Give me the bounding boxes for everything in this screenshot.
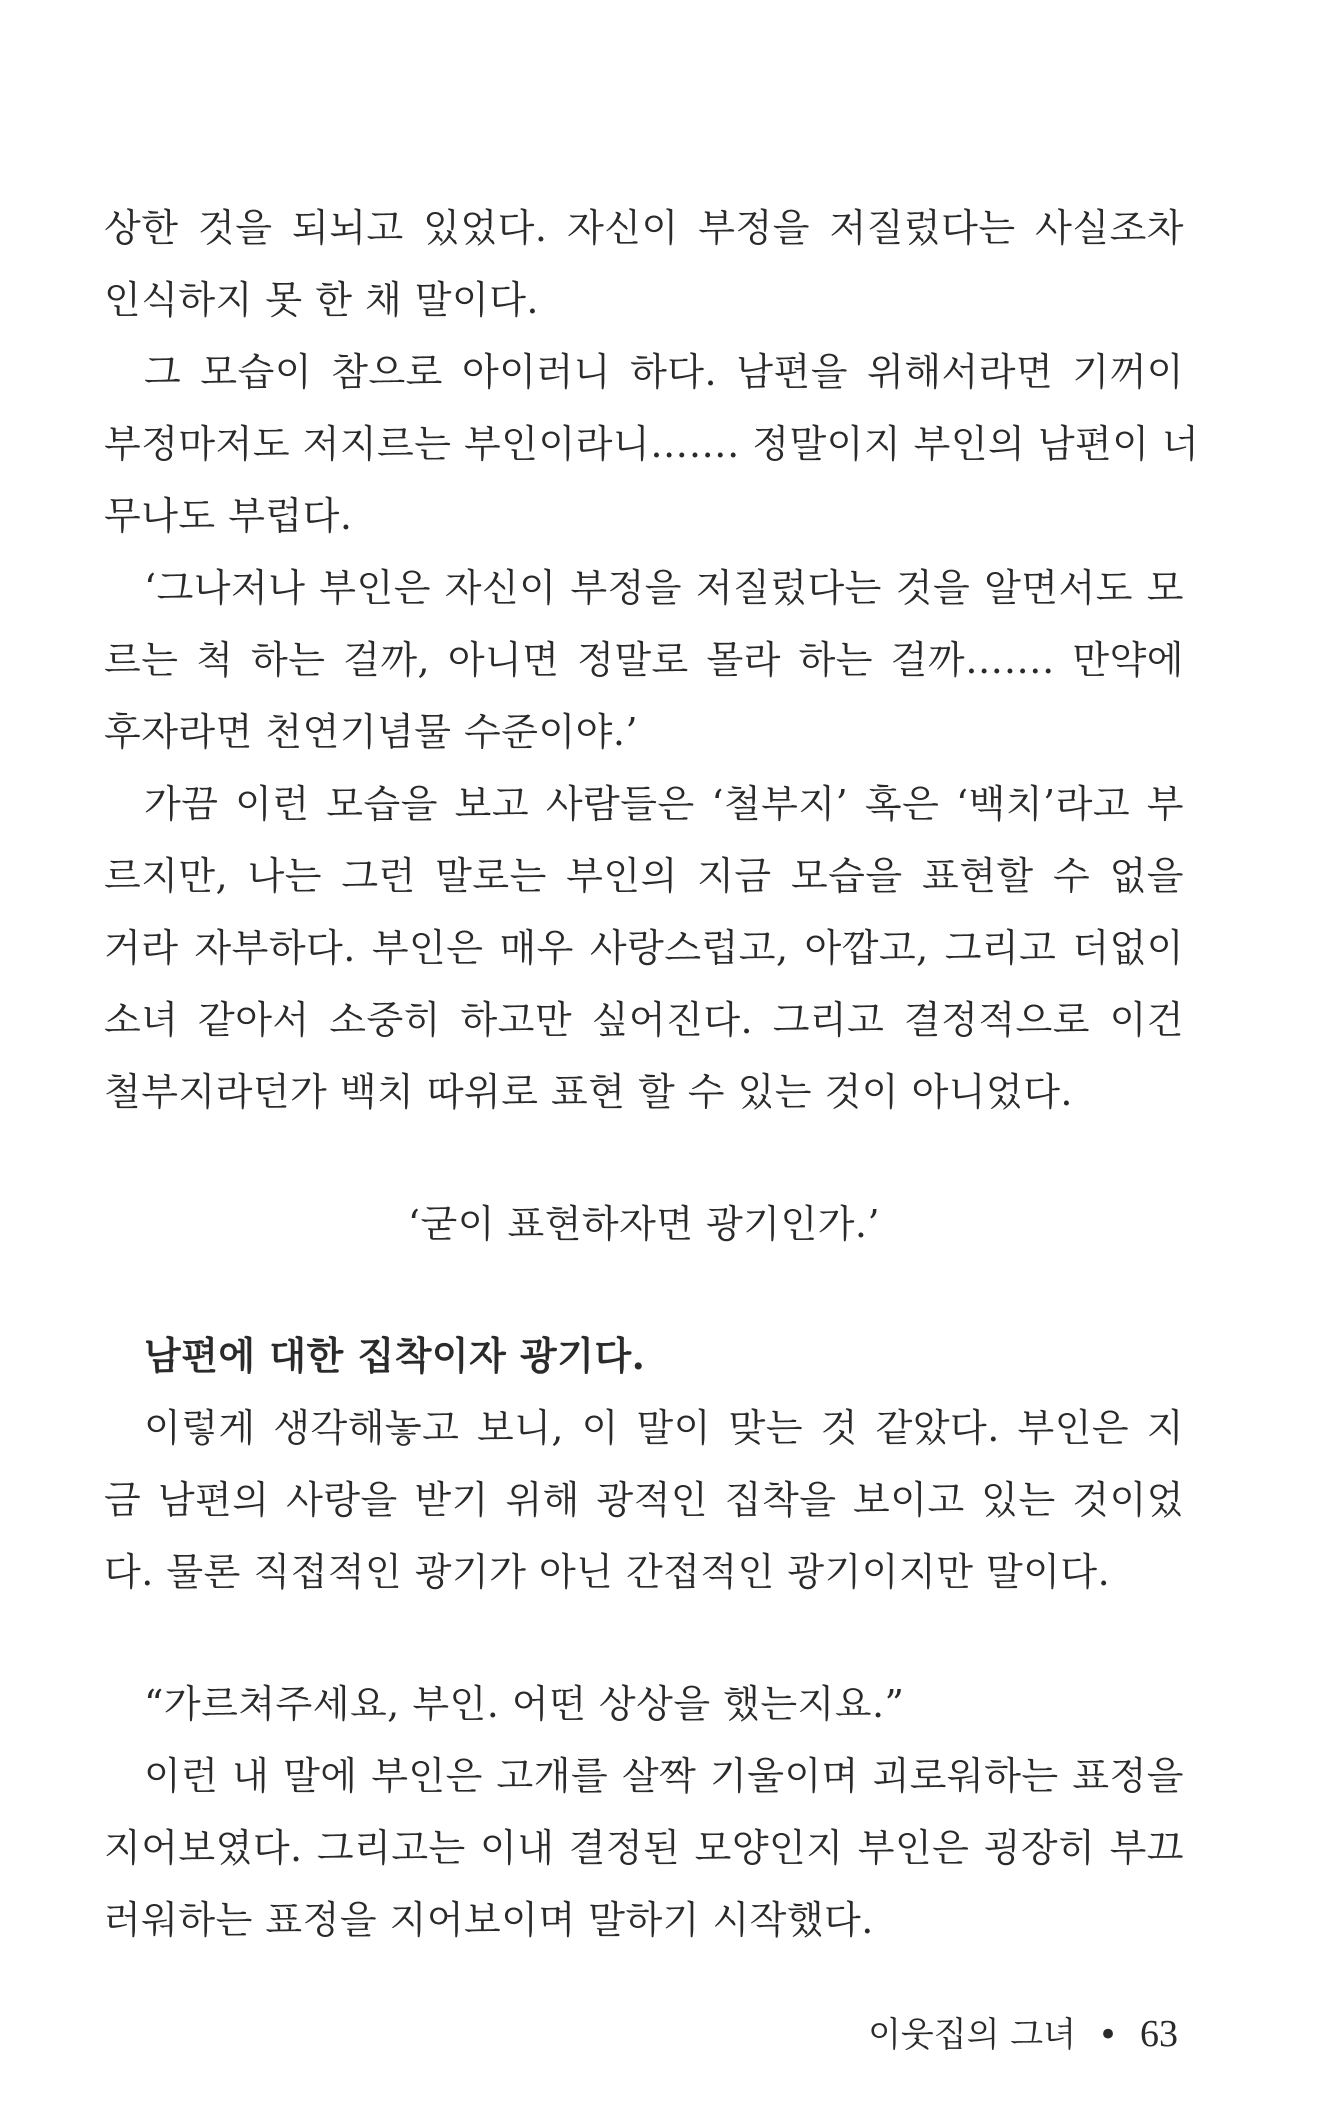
page-number: 63	[1140, 2013, 1178, 2055]
text-line: ‘그나저나 부인은 자신이 부정을 저질렀다는 것을 알면서도 모	[144, 566, 1184, 610]
text-line: 무나도 부럽다.	[104, 494, 353, 538]
text-line: 다. 물론 직접적인 광기가 아닌 간접적인 광기이지만 말이다.	[104, 1550, 1111, 1594]
blank-line	[104, 1608, 1184, 1668]
centered-thought: ‘굳이 표현하자면 광기인가.’	[407, 1202, 881, 1246]
blank-line	[104, 1128, 1184, 1188]
text-line: 인식하지 못 한 채 말이다.	[104, 278, 539, 322]
bullet-separator: •	[1097, 2015, 1118, 2055]
page-footer	[868, 2010, 1178, 2059]
text-line: 르는 척 하는 걸까, 아니면 정말로 몰라 하는 걸까……. 만약에	[104, 638, 1184, 682]
text-line: 이렇게 생각해놓고 보니, 이 말이 맞는 것 같았다. 부인은 지	[144, 1406, 1184, 1450]
text-line: 철부지라던가 백치 따위로 표현 할 수 있는 것이 아니었다.	[104, 1070, 1073, 1114]
running-title: 이웃집의 그녀	[868, 2015, 1076, 2055]
text-line: 부정마저도 저지르는 부인이라니……. 정말이지 부인의 남편이 너	[104, 422, 1200, 466]
text-line: 르지만, 나는 그런 말로는 부인의 지금 모습을 표현할 수 없을	[104, 854, 1184, 898]
text-line: 가끔 이런 모습을 보고 사람들은 ‘철부지’ 혹은 ‘백치’라고 부	[144, 782, 1184, 826]
dialogue-line: “가르쳐주세요, 부인. 어떤 상상을 했는지요.”	[144, 1682, 905, 1726]
text-line: 후자라면 천연기념물 수준이야.’	[104, 710, 639, 754]
text-line: 그 모습이 참으로 아이러니 하다. 남편을 위해서라면 기꺼이	[144, 350, 1184, 394]
text-line: 이런 내 말에 부인은 고개를 살짝 기울이며 괴로워하는 표정을	[144, 1754, 1184, 1798]
text-line: 거라 자부하다. 부인은 매우 사랑스럽고, 아깝고, 그리고 더없이	[104, 926, 1184, 970]
text-line: 소녀 같아서 소중히 하고만 싶어진다. 그리고 결정적으로 이건	[104, 998, 1184, 1042]
text-line: 상한 것을 되뇌고 있었다. 자신이 부정을 저질렀다는 사실조차	[104, 206, 1184, 250]
blank-line	[104, 1260, 1184, 1320]
text-line: 러워하는 표정을 지어보이며 말하기 시작했다.	[104, 1898, 874, 1942]
bold-statement: 남편에 대한 집착이자 광기다.	[144, 1333, 646, 1378]
text-line: 지어보였다. 그리고는 이내 결정된 모양인지 부인은 굉장히 부끄	[104, 1826, 1184, 1870]
text-line: 금 남편의 사랑을 받기 위해 광적인 집착을 보이고 있는 것이었	[104, 1478, 1184, 1522]
body-text	[104, 192, 1200, 1956]
